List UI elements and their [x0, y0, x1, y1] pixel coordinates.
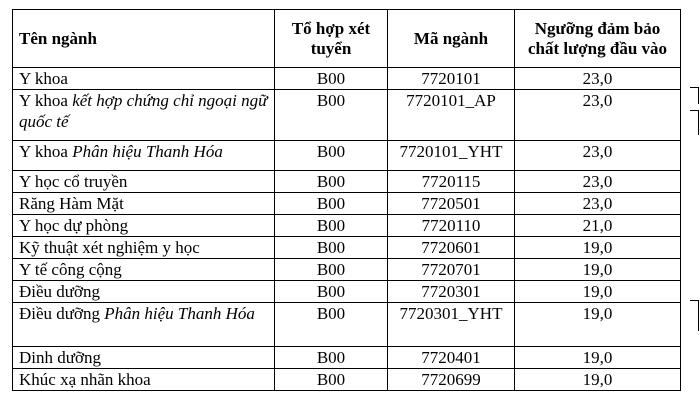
major-name-cell — [13, 259, 275, 281]
combo-cell: B00 — [275, 259, 388, 281]
code-cell: 7720301 — [388, 281, 515, 303]
combo-cell: B00 — [275, 303, 388, 347]
table-row — [13, 68, 681, 90]
edge-bracket-mark — [690, 110, 699, 135]
header-major-name: Tên ngành — [13, 10, 275, 68]
major-name-cell — [13, 215, 275, 237]
table-row — [13, 171, 681, 193]
major-name: Dinh dưỡng — [19, 348, 101, 367]
threshold-cell: 19,0 — [515, 281, 681, 303]
code-cell: 7720101_YHT — [388, 141, 515, 171]
combo-cell: B00 — [275, 68, 388, 90]
table-header-row — [13, 10, 681, 68]
major-name-cell — [13, 369, 275, 391]
table-body — [13, 68, 681, 391]
threshold-cell: 23,0 — [515, 90, 681, 141]
code-cell: 7720501 — [388, 193, 515, 215]
major-name-cell — [13, 90, 275, 141]
major-name-cell — [13, 281, 275, 303]
threshold-cell: 19,0 — [515, 347, 681, 369]
admission-threshold-table — [12, 9, 681, 391]
combo-cell: B00 — [275, 237, 388, 259]
code-cell: 7720115 — [388, 171, 515, 193]
major-name-note: kết hợp chứng chỉ ngoại ngữ quốc tế — [19, 91, 268, 131]
major-name: Y học dự phòng — [19, 216, 129, 235]
header-quality-threshold: Ngưỡng đảm bảo chất lượng đầu vào — [515, 10, 681, 68]
edge-bracket-mark — [690, 300, 699, 331]
major-name: Điều dưỡng — [19, 282, 100, 301]
threshold-cell: 19,0 — [515, 303, 681, 347]
combo-cell: B00 — [275, 369, 388, 391]
code-cell: 7720101_AP — [388, 90, 515, 141]
table-row — [13, 141, 681, 171]
threshold-cell: 21,0 — [515, 215, 681, 237]
combo-cell: B00 — [275, 347, 388, 369]
threshold-cell: 19,0 — [515, 259, 681, 281]
code-cell: 7720699 — [388, 369, 515, 391]
threshold-cell: 23,0 — [515, 171, 681, 193]
code-cell: 7720110 — [388, 215, 515, 237]
table-row — [13, 347, 681, 369]
combo-cell: B00 — [275, 141, 388, 171]
major-name: Y khoa — [19, 142, 73, 161]
code-cell: 7720401 — [388, 347, 515, 369]
major-name-cell — [13, 347, 275, 369]
threshold-cell: 23,0 — [515, 193, 681, 215]
combo-cell: B00 — [275, 281, 388, 303]
major-name-cell — [13, 303, 275, 347]
header-major-code: Mã ngành — [388, 10, 515, 68]
combo-cell: B00 — [275, 193, 388, 215]
code-cell: 7720701 — [388, 259, 515, 281]
combo-cell: B00 — [275, 171, 388, 193]
major-name: Y học cổ truyền — [19, 172, 128, 191]
major-name-cell — [13, 141, 275, 171]
table-row — [13, 303, 681, 347]
major-name: Y tế công cộng — [19, 260, 122, 279]
table-row — [13, 237, 681, 259]
major-name: Khúc xạ nhãn khoa — [19, 370, 151, 389]
major-name-cell — [13, 237, 275, 259]
major-name: Y khoa — [19, 69, 68, 88]
table-row — [13, 281, 681, 303]
major-name-note: Phân hiệu Thanh Hóa — [72, 142, 223, 161]
major-name-cell — [13, 68, 275, 90]
major-name: Kỹ thuật xét nghiệm y học — [19, 238, 200, 257]
edge-bracket-mark — [690, 87, 699, 104]
table-row — [13, 369, 681, 391]
major-name-note: Phân hiệu Thanh Hóa — [104, 304, 255, 323]
table-row — [13, 90, 681, 141]
major-name-cell — [13, 171, 275, 193]
header-subject-combination: Tổ hợp xét tuyển — [275, 10, 388, 68]
major-name: Điều dưỡng — [19, 304, 105, 323]
threshold-cell: 23,0 — [515, 68, 681, 90]
combo-cell: B00 — [275, 90, 388, 141]
code-cell: 7720601 — [388, 237, 515, 259]
table-row — [13, 215, 681, 237]
major-name: Răng Hàm Mặt — [19, 194, 124, 213]
major-name: Y khoa — [19, 91, 73, 110]
table-row — [13, 193, 681, 215]
combo-cell: B00 — [275, 215, 388, 237]
threshold-cell: 23,0 — [515, 141, 681, 171]
threshold-cell: 19,0 — [515, 369, 681, 391]
table-row — [13, 259, 681, 281]
code-cell: 7720301_YHT — [388, 303, 515, 347]
major-name-cell — [13, 193, 275, 215]
code-cell: 7720101 — [388, 68, 515, 90]
threshold-cell: 19,0 — [515, 237, 681, 259]
